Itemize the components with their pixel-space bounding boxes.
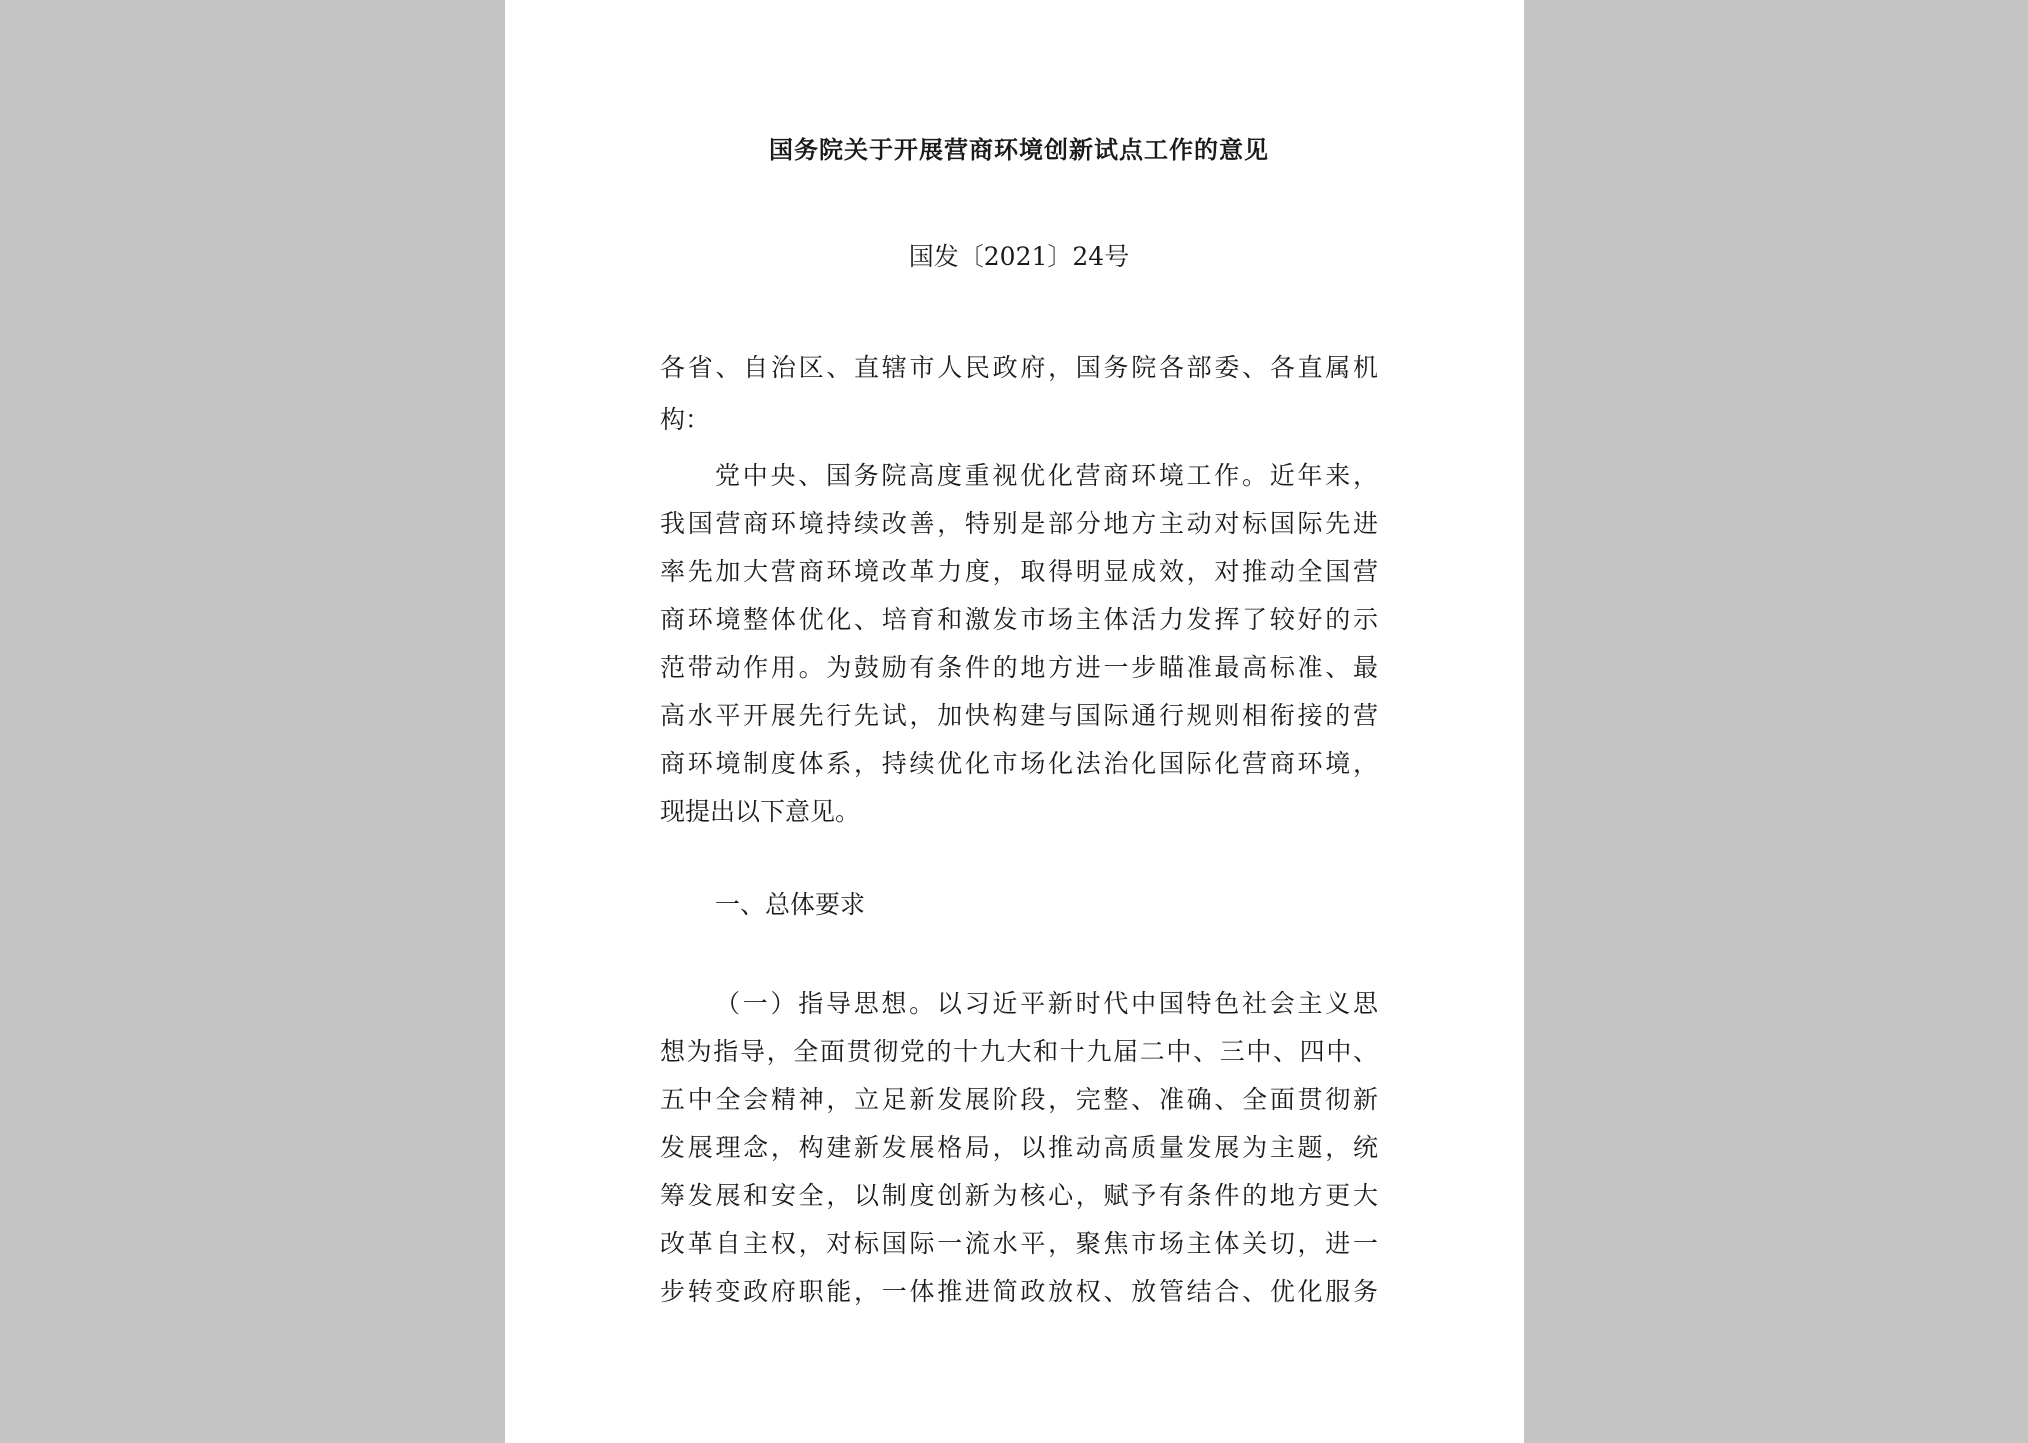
addressee-line: 构： [660,405,711,434]
paragraph-line: 改革自主权，对标国际一流水平，聚焦市场主体关切，进一 [660,1229,1378,1258]
paragraph-line: 步转变政府职能，一体推进简政放权、放管结合、优化服务 [660,1277,1378,1306]
paragraph-line: 范带动作用。为鼓励有条件的地方进一步瞄准最高标准、最 [660,653,1378,682]
paragraph-line: （一）指导思想。以习近平新时代中国特色社会主义思 [715,989,1378,1018]
paragraph-line: 商环境整体优化、培育和激发市场主体活力发挥了较好的示 [660,605,1378,634]
document-title: 国务院关于开展营商环境创新试点工作的意见 [769,135,1269,164]
paragraph-intro [660,452,1378,836]
paragraph-line: 发展理念，构建新发展格局，以推动高质量发展为主题，统 [660,1133,1378,1162]
paragraph-line: 想为指导，全面贯彻党的十九大和十九届二中、三中、四中、 [660,1037,1378,1066]
paragraph-line: 商环境制度体系，持续优化市场化法治化国际化营商环境， [660,749,1378,778]
paragraph-line: 筹发展和安全，以制度创新为核心，赋予有条件的地方更大 [660,1181,1378,1210]
paragraph-line: 我国营商环境持续改善，特别是部分地方主动对标国际先进 [660,509,1378,538]
paragraph-line: 高水平开展先行先试，加快构建与国际通行规则相衔接的营 [660,701,1378,730]
addressee-line: 各省、自治区、直辖市人民政府，国务院各部委、各直属机 [660,353,1378,382]
section-heading: 一、总体要求 [715,890,866,919]
paragraph-guiding-thought [660,980,1378,1316]
document-number: 国发〔2021〕24号 [908,242,1130,271]
paragraph-line: 五中全会精神，立足新发展阶段，完整、准确、全面贯彻新 [660,1085,1378,1114]
paragraph-line: 率先加大营商环境改革力度，取得明显成效，对推动全国营 [660,557,1378,586]
addressee [660,342,1378,446]
paragraph-line: 党中央、国务院高度重视优化营商环境工作。近年来， [715,461,1378,490]
document-page [505,0,1524,1443]
paragraph-line: 现提出以下意见。 [660,797,861,826]
